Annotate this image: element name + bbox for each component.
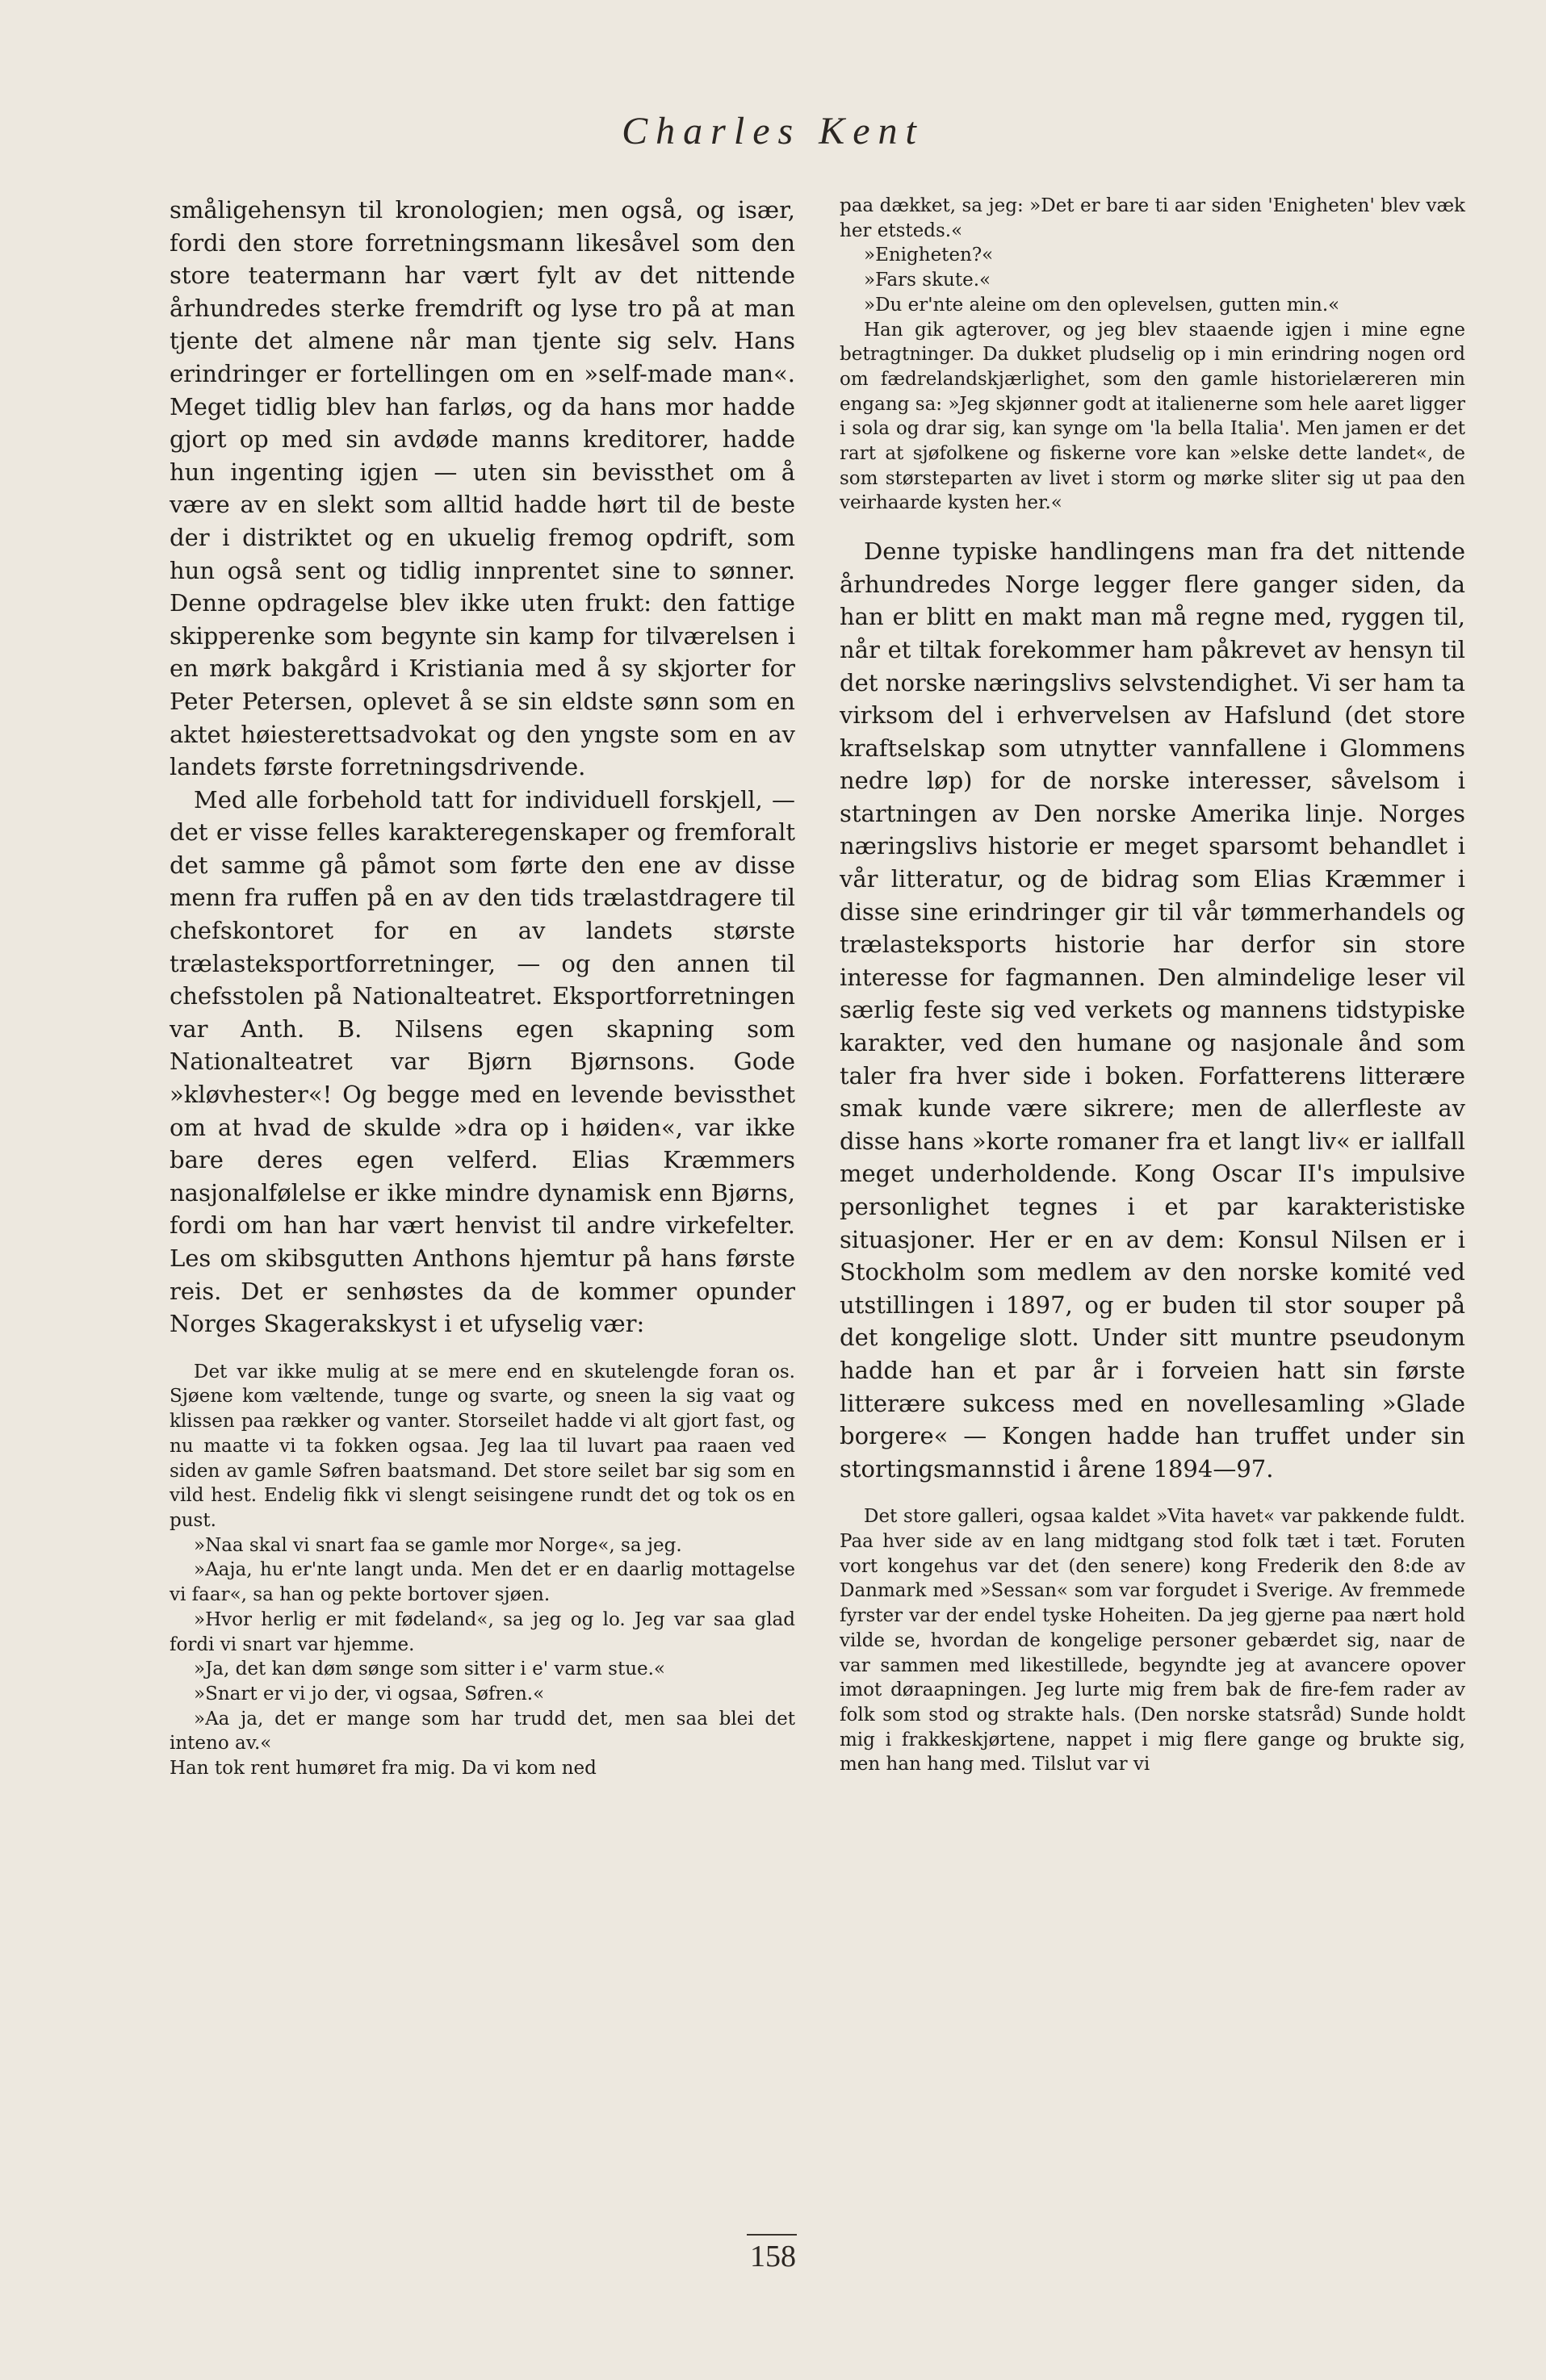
quote-paragraph: »Enigheten?« <box>864 245 994 266</box>
body-paragraph: småligehensyn til kronologien; men også, og især, fordi den store forretningsmann likesåvel som den store teatermann har vært fylt av det nittende århundredes sterke fremdrift og lyse tro på at man tjente det almene når man tjente sig selv. Hans erindringer er fortellingen om en »self-made man«. Meget tidlig blev han farløs, og da hans mor hadde gjort op med sin avdøde manns kreditorer, hadde hun ingenting igjen — uten sin bevissthet om å være av en slekt som alltid hadde hørt til de beste der i distriktet og en ukuelig fremog opdrift, som hun også sent og tidlig innprentet sine to sønner. Denne opdragelse blev ikke uten frukt: den fattige skipperenke som begynte sin kamp for tilværelsen i en mørk bakgård i Kristiania med å sy skjorter for Peter Petersen, oplevet å se sin eldste sønn som en aktet høiesterettsadvokat og den yngste som en av landets første forretningsdrivende. <box>170 196 795 781</box>
left-column <box>170 194 795 1781</box>
quote-paragraph: Det store galleri, ogsaa kaldet »Vita havet« var pakkende fuldt. Paa hver side av en lang midtgang stod folk tæt i tæt. Foruten vort kongehus var det (den senere) kong Frederik den 8:de av Danmark med »Sessan« som var forgudet i Sverige. Av fremmede fyrster var der endel tyske Hoheiten. Da jeg gjerne paa nært hold vilde se, hvordan de kongelige personer gebærdet sig, naar de var sammen med likestillede, begyndte jeg at avancere opover imot døraapningen. Jeg lurte mig frem bak de fire-fem rader av folk som stod og strakte hals. (Den norske statsråd) Sunde holdt mig i frakkeskjørtene, nappet i mig flere gange og brukte sig, men han hang med. Tilslut var vi <box>840 1506 1465 1776</box>
quote-paragraph: »Snart er vi jo der, vi ogsaa, Søfren.« <box>194 1683 545 1704</box>
page-number: 158 <box>750 2240 796 2273</box>
quote-paragraph: »Aa ja, det er mange som har trudd det, men saa blei det inteno av.« <box>170 1708 795 1755</box>
quote-paragraph: »Hvor herlig er mit fødeland«, sa jeg og lo. Jeg var saa glad fordi vi snart var hjemme. <box>170 1608 795 1655</box>
quote-paragraph: Han tok rent humøret fra mig. Da vi kom ned <box>170 1758 597 1780</box>
quote-paragraph: Det var ikke mulig at se mere end en skutelengde foran os. Sjøene kom væltende, tunge og svarte, og sneen la sig vaat og klissen paa rækker og vanter. Storseilet hadde vi alt gjort fast, og nu maatte vi ta fokken ogsaa. Jeg laa til luvart paa raaen ved siden av gamle Søfren baatsmand. Det store seilet bar sig som en vild hest. Endelig fikk vi slengt seisingene rundt det og tok os en pust. <box>170 1361 795 1531</box>
quote-paragraph: »Fars skute.« <box>864 270 991 291</box>
running-head: Charles Kent <box>622 110 924 153</box>
quote-paragraph: paa dækket, sa jeg: »Det er bare ti aar siden 'Enigheten' blev væk her etsteds.« <box>840 195 1465 241</box>
right-column <box>840 194 1465 1777</box>
body-paragraph: Med alle forbehold tatt for individuell forskjell, — det er visse felles karakteregenskaper og fremforalt det samme gå påmot som førte den ene av disse menn fra ruffen på en av den tids trælastdragere til chefskontoret for en av landets største trælasteksportforretninger, — og den annen til chefsstolen på Nationalteatret. Eksportforretningen var Anth. B. Nilsens egen skapning som Nationalteatret var Bjørn Bjørnsons. Gode »kløvhester«! Og begge med en levende bevissthet om at hvad de skulde »dra op i høiden«, var ikke bare deres egen velferd. Elias Kræmmers nasjonalfølelse er ikke mindre dynamisk enn Bjørns, fordi om han har vært henvist til andre virkefelter. Les om skibsgutten Anthons hjemtur på hans første reis. Det er senhøstes da de kommer opunder Norges Skagerakskyst i et ufyselig vær: <box>170 785 795 1338</box>
quote-paragraph: »Du er'nte aleine om den oplevelsen, gutten min.« <box>864 294 1340 316</box>
quote-paragraph: Han gik agterover, og jeg blev staaende igjen i mine egne betragtninger. Da dukket pludselig op i min erindring nogen ord om fædrelandskjærlighet, som den gamle historielæreren min engang sa: »Jeg skjønner godt at italienerne som hele aaret ligger i sola og drar sig, kan synge om 'la bella Italia'. Men jamen er det rart at sjøfolkene og fiskerne vore kan »elske dette landet«, de som størsteparten av livet i storm og mørke sliter sig ut paa den veirhaarde kysten her.« <box>840 319 1465 514</box>
quote-paragraph: »Aaja, hu er'nte langt unda. Men det er en daarlig mottagelse vi faar«, sa han og pekte bortover sjøen. <box>170 1559 795 1606</box>
quote-paragraph: »Ja, det kan døm sønge som sitter i e' varm stue.« <box>194 1658 666 1680</box>
page-number-rule <box>747 2234 797 2236</box>
quote-paragraph: »Naa skal vi snart faa se gamle mor Norge«, sa jeg. <box>194 1534 682 1556</box>
body-paragraph: Denne typiske handlingens man fra det nittende århundredes Norge legger flere ganger siden, da han er blitt en makt man må regne med, ryggen til, når et tiltak forekommer ham påkrevet av hensyn til det norske næringslivs selvstendighet. Vi ser ham ta virksom del i erhvervelsen av Hafslund (det store kraftselskap som utnytter vannfallene i Glommens nedre løp) for de norske interesser, såvelsom i startningen av Den norske Amerika linje. Norges næringslivs historie er meget sparsomt behandlet i vår litteratur, og de bidrag som Elias Kræmmer i disse sine erindringer gir til vår tømmerhandels og trælasteksports historie har derfor sin store interesse for fagmannen. Den almindelige leser vil særlig feste sig ved verkets og mannens tidstypiske karakter, ved den humane og nasjonale ånd som taler fra hver side i boken. Forfatterens litterære smak kunde være sikrere; men de allerfleste av disse hans »korte romaner fra et langt liv« er iallfall meget underholdende. Kong Oscar II's impulsive personlighet tegnes i et par karakteristiske situasjoner. Her er en av dem: Konsul Nilsen er i Stockholm som medlem av den norske komité ved utstillingen i 1897, og er buden til stor souper på det kongelige slott. Under sitt muntre pseudonym hadde han et par år i forveien hatt sin første litterære sukcess med en novellesamling »Glade borgere« — Kongen hadde han truffet under sin stortingsmannstid i årene 1894—97. <box>840 537 1465 1483</box>
